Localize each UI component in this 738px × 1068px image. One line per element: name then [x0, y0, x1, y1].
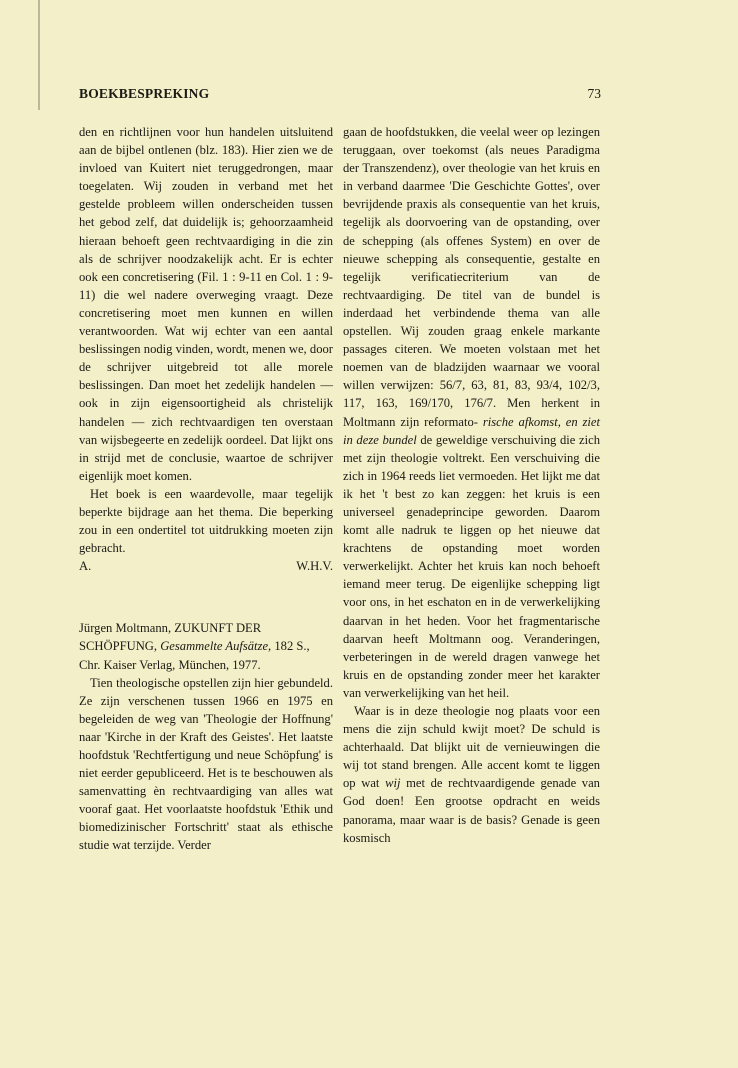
running-header-title: BOEKBESPREKING — [79, 86, 210, 101]
review-publication: 182 S., Chr. Kaiser Verlag, München, 1977. — [79, 639, 310, 672]
review-author-title: Jürgen Moltmann, ZUKUNFT DER SCHÖPFUNG, — [79, 621, 262, 654]
right-paragraph-2-continued: met de rechtvaardigende genade van God doen! Een grootse opdracht en weids panorama, maar waar is de basis? Genade is geen kosmisch — [343, 776, 600, 845]
reviewer-initials: W.H.V. — [296, 559, 333, 574]
signature-line — [79, 557, 333, 575]
right-paragraph-2 — [343, 702, 600, 847]
scan-edge-line — [38, 0, 40, 110]
right-paragraph-1-continued: de geweldige verschuiving die zich met zijn theologie voltrekt. Een verschuiving die zich in 1964 reeds liet vermoeden. Het lijkt me dat ik het 't best zo kan zeggen: het kruis is een universeel genadeprincipe geworden. Daarom komt alle nadruk te liggen op het nieuwe dat krachtens de opstanding moet worden verwerkelijkt. Achter het kruis kan noch behoeft iemand meer terug. De eigenlijke schepping ligt voor ons, in het eschaton en in de verwerkelijking daarvan in het heden. Voor het fragmentarische daarvan heeft Moltmann oog. Veranderingen, verbeteringen in de wereld dragen vanwege het kruis en de opstanding zonder meer het karakter van verwerkelijking van het heil. — [343, 432, 600, 700]
right-paragraph-1-text: gaan de hoofdstukken, die veelal weer op lezingen teruggaan, over toekomst (als neues Paradigma der Transzendenz), over theologie van het kruis en in verband daarmee 'Die Geschichte Gottes', over bevrijdende praxis als consequentie van het kruis, tegelijk als doorvoering van de opstanding, over de schepping (als offenes System) en over de nieuwe schepping als consequentie, gestalte en tegelijk verificatiecriterium van de rechtvaardiging. De titel van de bundel is inderdaad het verbindende thema van alle opstellen. Wij zouden graag enkele markante passages citeren. We moeten volstaan met het noemen van de bladzijden waarnaar we vooral willen verwijzen: 56/7, 63, 81, 83, 93/4, 102/3, 117, 163, 169/170, 176/7. Men herkent in Moltmann zijn reformato- — [343, 125, 600, 429]
right-italic-phrase: rische afkomst, en ziet in deze bundel — [343, 414, 600, 447]
review-book-heading — [79, 619, 333, 673]
signature-initial: A. — [79, 559, 92, 574]
right-column — [343, 123, 600, 847]
right-paragraph-1 — [343, 123, 600, 702]
page-number: 73 — [587, 86, 601, 101]
left-paragraph-3: Tien theologische opstellen zijn hier gebundeld. Ze zijn verschenen tussen 1966 en 1975 en begeleiden de weg van 'Theologie der Hoffnung' naar 'Kirche in der Kraft des Geistes'. Het laatste hoofdstuk 'Rechtfertigung und neue Schöpfung' is niet eerder gepubliceerd. Het is te beschouwen als samenvatting èn rechtvaardiging van alles wat vooraf gaat. Het voorlaatste hoofdstuk 'Ethik und biomedizinischer Fortschritt' staat als ethische studie wat terzijde. Verder — [79, 675, 333, 853]
left-paragraph-2: Het boek is een waardevolle, maar tegelijk beperkte bijdrage aan het thema. Die beperking zou in een ondertitel tot uitdrukking moeten zijn gebracht. — [79, 486, 333, 556]
left-paragraph-1: den en richtlijnen voor hun handelen uitsluitend aan de bijbel ontlenen (blz. 183). Hier zien we de invloed van Kuitert niet teruggedrongen, maar toegelaten. Wij zouden in verband met het gestelde probleem willen onderscheiden tussen het gebod zelf, dat duidelijk is; gehoorzaamheid hieraan behoeft geen rechtvaardiging in die zin als de schrijver noodzakelijk acht. Er is echter ook een concretisering (Fil. 1 : 9-11 en Col. 1 : 9-11) die wel nadere overweging vraagt. Deze concretisering moet men kunnen en willen verantwoorden. Wat wij echter van een aantal beslissingen nodig vinden, wordt, menen we, door de schrijver uitgebreid tot alle morele beslissingen. Dan moet het zedelijk handelen — ook in zijn eigensoortigheid als christelijk handelen — zich rechtvaardigen ten overstaan van wijsbegeerte en zedelijk oordeel. Dat lijkt ons in strijd met de conclusie, waartoe de schrijver eigenlijk moet komen. — [79, 125, 333, 483]
right-italic-word: wij — [385, 776, 401, 791]
left-column — [79, 123, 333, 855]
review-subtitle: Gesammelte Aufsätze, — [160, 639, 272, 654]
right-paragraph-2-text: Waar is in deze theologie nog plaats voor een mens die zijn schuld kwijt moet? De schuld is achterhaald. Dat blijkt uit de vernieuwingen die wij tot stand brengen. Alle accent komt te liggen op wat — [343, 704, 600, 791]
